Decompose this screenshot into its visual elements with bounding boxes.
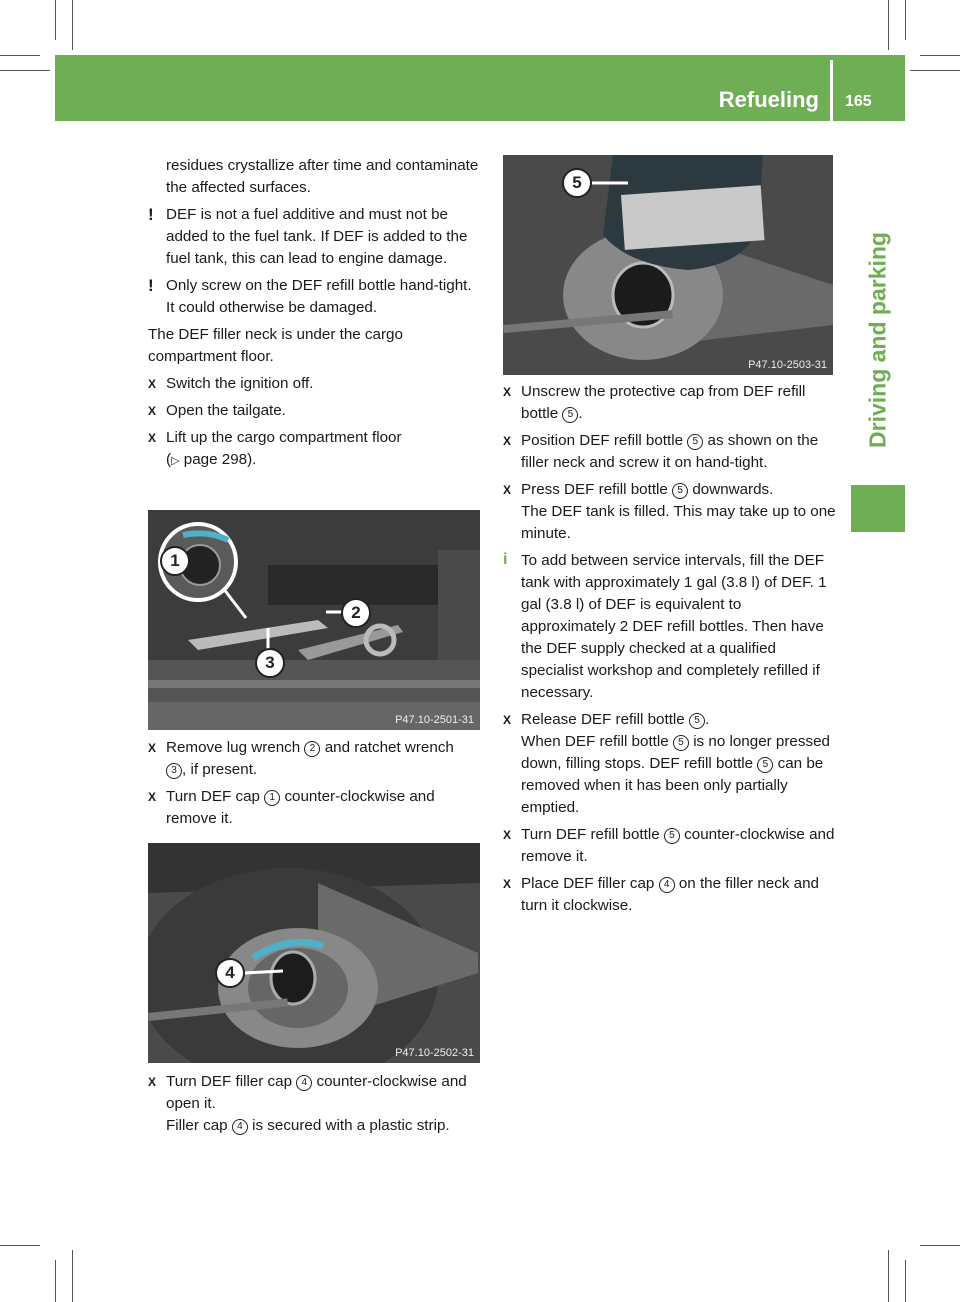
crop-mark <box>910 70 960 71</box>
step-text: is secured with a plastic strip. <box>252 1117 450 1134</box>
step-marker-icon: X <box>148 377 157 391</box>
ref-number: 3 <box>166 763 182 779</box>
step-text: on the filler neck and turn it clockwise. <box>521 875 819 914</box>
list-item <box>503 479 836 545</box>
page-ref-link[interactable]: page 298). <box>183 451 257 468</box>
left-column <box>148 155 483 477</box>
ref-number: 5 <box>672 483 688 499</box>
list-item: X Lift up the cargo compartment floor (▷ page 298). <box>148 429 402 468</box>
step-text: downwards. <box>692 481 774 498</box>
info-icon: i <box>503 551 508 568</box>
figure-caption: P47.10-2502-31 <box>395 1047 474 1059</box>
ref-number: 2 <box>304 741 320 757</box>
step-text: counter-clockwise and remove it. <box>521 826 835 865</box>
step-text: Lift up the cargo compartment floor <box>166 429 402 446</box>
figure-def-refill-bottle <box>503 155 833 375</box>
step-text: Press DEF refill bottle <box>521 481 668 498</box>
list-item <box>503 381 836 425</box>
crop-mark <box>905 1260 906 1302</box>
crop-mark <box>55 0 56 40</box>
callout-3: 3 <box>255 648 285 678</box>
crop-mark <box>0 55 40 56</box>
callout-4: 4 <box>215 958 245 988</box>
step-text: Open the tailgate. <box>166 402 286 419</box>
ref-number: 4 <box>232 1119 248 1135</box>
step-text: Remove lug wrench <box>166 739 301 756</box>
step-marker-icon: X <box>503 713 512 727</box>
step-text: as shown on the filler neck and screw it on hand-tight. <box>521 432 819 471</box>
crop-mark <box>888 1250 889 1302</box>
list-item <box>148 786 483 830</box>
step-marker-icon: X <box>148 790 157 804</box>
crop-mark <box>55 1260 56 1302</box>
ref-number: 5 <box>562 407 578 423</box>
right-column <box>503 381 836 922</box>
step-marker-icon: X <box>503 385 512 399</box>
step-text: counter-clockwise and open it. <box>166 1073 467 1112</box>
step-text: and ratchet wrench <box>324 739 454 756</box>
step-text: . <box>705 711 710 728</box>
ref-number: 5 <box>687 434 703 450</box>
crop-mark <box>72 1250 73 1302</box>
chapter-tab <box>851 485 905 532</box>
step-text: Place DEF filler cap <box>521 875 655 892</box>
warning-note <box>148 204 483 270</box>
ref-number: 5 <box>673 735 689 751</box>
figure-caption: P47.10-2501-31 <box>395 714 474 726</box>
warning-icon: ! <box>148 276 154 295</box>
crop-mark <box>888 0 889 50</box>
ref-number: 1 <box>264 790 280 806</box>
paragraph: The DEF filler neck is under the cargo compartment floor. <box>148 326 403 365</box>
step-marker-icon: X <box>148 431 157 445</box>
filler-cap-illustration <box>148 843 480 1063</box>
crop-mark <box>905 0 906 40</box>
step-text: Turn DEF refill bottle <box>521 826 660 843</box>
crop-mark <box>0 1245 40 1246</box>
step-text: Turn DEF filler cap <box>166 1073 293 1090</box>
list-item <box>148 400 483 422</box>
info-note <box>503 550 836 704</box>
crop-mark <box>0 70 50 71</box>
step-text: can be removed when it has been only partially emptied. <box>521 755 824 816</box>
list-item <box>148 737 483 781</box>
step-marker-icon: X <box>503 483 512 497</box>
list-item <box>503 873 836 917</box>
ref-number: 5 <box>757 757 773 773</box>
step-text: Filler cap <box>166 1117 228 1134</box>
cargo-illustration <box>148 510 480 730</box>
list-item <box>148 1071 483 1137</box>
page-number: 165 <box>845 93 872 110</box>
list-item <box>503 430 836 474</box>
step-marker-icon: X <box>503 434 512 448</box>
step-text: , if present. <box>182 761 258 778</box>
step-marker-icon: X <box>503 828 512 842</box>
header-divider <box>830 60 833 121</box>
step-marker-icon: X <box>148 1075 157 1089</box>
chapter-label: Driving and parking <box>864 232 891 448</box>
list-item <box>503 709 836 819</box>
left-column-steps <box>148 737 483 835</box>
refill-bottle-illustration <box>503 155 833 375</box>
step-marker-icon: X <box>503 877 512 891</box>
ref-number: 4 <box>659 877 675 893</box>
warning-note <box>148 275 483 319</box>
callout-2: 2 <box>341 598 371 628</box>
warning-text: DEF is not a fuel additive and must not be added to the fuel tank. If DEF is added to the fuel tank, this can lead to engine damage. <box>166 206 468 267</box>
ref-number: 4 <box>296 1075 312 1091</box>
crop-mark <box>920 1245 960 1246</box>
step-text: The DEF tank is filled. This may take up to one minute. <box>521 503 836 542</box>
step-text: is no longer pressed down, filling stops. DEF refill bottle <box>521 733 830 772</box>
callout-5: 5 <box>562 168 592 198</box>
ref-number: 5 <box>689 713 705 729</box>
crop-mark <box>920 55 960 56</box>
warning-text: Only screw on the DEF refill bottle hand-tight. It could otherwise be damaged. <box>166 277 472 316</box>
left-column-final <box>148 1071 483 1142</box>
warning-icon: ! <box>148 205 154 224</box>
step-text: counter-clockwise and remove it. <box>166 788 435 827</box>
step-text: Position DEF refill bottle <box>521 432 684 449</box>
list-item <box>503 824 836 868</box>
figure-def-filler-cap <box>148 843 480 1063</box>
figure-cargo-compartment <box>148 510 480 730</box>
section-title: Refueling <box>718 87 819 112</box>
figure-caption: P47.10-2503-31 <box>748 359 827 371</box>
ref-number: 5 <box>664 828 680 844</box>
info-text: To add between service intervals, fill the DEF tank with approximately 1 gal (3.8 l) of DEF. 1 gal (3.8 l) of DEF is equivalent to approximately 2 DEF refill bottles. Then have the DEF supply checked at a qualified specialist workshop and completely refilled if necessary. <box>521 552 827 701</box>
step-text: Release DEF refill bottle <box>521 711 685 728</box>
step-text: Turn DEF cap <box>166 788 260 805</box>
step-marker-icon: X <box>148 741 157 755</box>
step-text: Unscrew the protective cap from DEF refill bottle <box>521 383 806 422</box>
callout-1: 1 <box>160 546 190 576</box>
crop-mark <box>72 0 73 50</box>
page-ref-icon: ▷ <box>171 455 180 467</box>
step-text: When DEF refill bottle <box>521 733 669 750</box>
paragraph: residues crystallize after time and contaminate the affected surfaces. <box>166 157 479 196</box>
list-item <box>148 373 483 395</box>
step-text: Switch the ignition off. <box>166 375 314 392</box>
step-marker-icon: X <box>148 404 157 418</box>
step-text: . <box>578 405 583 422</box>
